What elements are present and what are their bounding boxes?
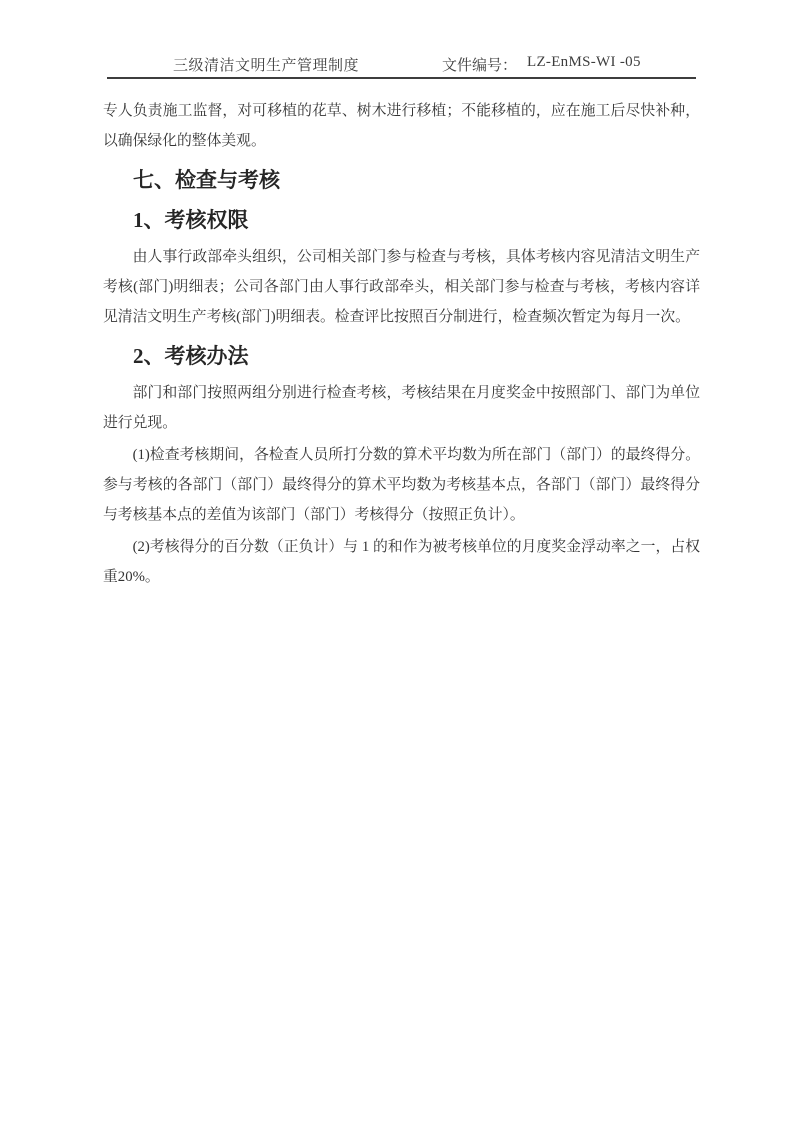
paragraph-assessment-method-item-2: (2)考核得分的百分数（正负计）与 1 的和作为被考核单位的月度奖金浮动率之一，占权重20%。 [103, 539, 700, 585]
paragraph-assessment-method-intro: 部门和部门按照两组分别进行检查考核，考核结果在月度奖金中按照部门、部门为单位进行兑现。 [103, 385, 700, 431]
page-header [107, 50, 696, 79]
heading-sub-2-assessment-method: 2、考核办法 [133, 344, 249, 368]
heading-sub-1-assessment-authority: 1、考核权限 [133, 208, 249, 232]
document-body [103, 96, 700, 594]
header-doc-number-value: LZ-EnMS-WI -05 [527, 54, 641, 70]
paragraph-assessment-authority: 由人事行政部牵头组织，公司相关部门参与检查与考核，具体考核内容见清洁文明生产考核(部门)明细表；公司各部门由人事行政部牵头，相关部门参与检查与考核，考核内容详见清洁文明生产考核(部门)明细表。检查评比按照百分制进行，检查频次暂定为每月一次。 [103, 249, 700, 325]
header-doc-number-label: 文件编号： [442, 58, 518, 74]
paragraph-greening-continuation: 专人负责施工监督，对可移植的花草、树木进行移植；不能移植的，应在施工后尽快补种，以确保绿化的整体美观。 [103, 103, 700, 149]
header-doc-title: 三级清洁文明生产管理制度 [173, 58, 360, 74]
paragraph-assessment-method-item-1: (1)检查考核期间，各检查人员所打分数的算术平均数为所在部门（部门）的最终得分。参与考核的各部门（部门）最终得分的算术平均数为考核基本点，各部门（部门）最终得分与考核基本点的差值为该部门（部门）考核得分（按照正负计）。 [103, 447, 700, 523]
heading-section-7-inspection-assessment: 七、检查与考核 [133, 168, 280, 192]
